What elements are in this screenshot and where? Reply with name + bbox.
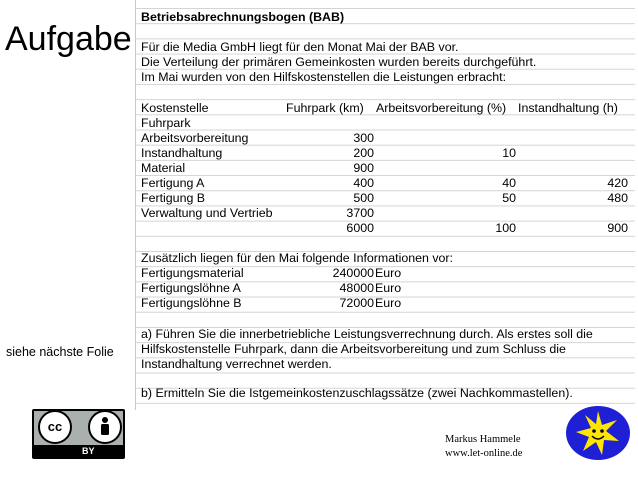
spreadsheet [135, 0, 635, 410]
sun-face-icon [565, 405, 631, 461]
row-label: Instandhaltung [141, 146, 223, 160]
av-value: 40 [502, 176, 516, 190]
row-label: Material [141, 161, 186, 175]
ih-value: 420 [607, 176, 628, 190]
cc-by-license-badge[interactable] [32, 409, 125, 459]
ih-total: 900 [607, 221, 628, 235]
fuhrpark-total: 6000 [346, 221, 374, 235]
table-header-kostenstelle: Kostenstelle [141, 101, 209, 115]
task-a-line: Instandhaltung verrechnet werden. [141, 357, 332, 371]
row-label: Verwaltung und Vertrieb [141, 206, 273, 220]
fuhrpark-value: 3700 [346, 206, 374, 220]
additional-label: Fertigungslöhne B [141, 296, 242, 310]
table-header-fuhrpark: Fuhrpark (km) [286, 101, 364, 115]
sheet-heading: Betriebsabrechnungsbogen (BAB) [141, 10, 345, 24]
intro-line: Für die Media GmbH liegt für den Monat Mai der BAB vor. [141, 40, 459, 54]
av-value: 10 [502, 146, 516, 160]
intro-line: Die Verteilung der primären Gemeinkosten wurden bereits durchgeführt. [141, 55, 537, 69]
additional-label: Fertigungsmaterial [141, 266, 244, 280]
row-label: Arbeitsvorbereitung [141, 131, 249, 145]
fuhrpark-value: 300 [353, 131, 374, 145]
row-label: Fertigung A [141, 176, 205, 190]
side-note: siehe nächste Folie [6, 345, 114, 359]
fuhrpark-value: 200 [353, 146, 374, 160]
by-label: BY [82, 446, 95, 456]
author-name: Markus Hammele [445, 434, 521, 445]
av-value: 50 [502, 191, 516, 205]
footer-author [445, 433, 522, 461]
additional-label: Fertigungslöhne A [141, 281, 241, 295]
task-b-line: b) Ermitteln Sie die Istgemeinkostenzuschlagssätze (zwei Nachkommastellen). [141, 386, 573, 400]
fuhrpark-value: 900 [353, 161, 374, 175]
additional-unit: Euro [375, 266, 402, 280]
table-header-arbeitsvorbereitung: Arbeitsvorbereitung (%) [376, 101, 507, 115]
av-total: 100 [495, 221, 516, 235]
additional-unit: Euro [375, 296, 402, 310]
intro-line: Im Mai wurden von den Hilfskostenstellen die Leistungen erbracht: [141, 70, 507, 84]
ih-value: 480 [607, 191, 628, 205]
additional-unit: Euro [375, 281, 402, 295]
author-website[interactable]: www.let-online.de [445, 448, 523, 459]
row-label: Fertigung B [141, 191, 206, 205]
task-a-line: Hilfskostenstelle Fuhrpark, dann die Arbeitsvorbereitung und zum Schluss die [141, 342, 566, 356]
additional-value: 48000 [339, 281, 374, 295]
table-header-instandhaltung: Instandhaltung (h) [518, 101, 618, 115]
fuhrpark-value: 400 [353, 176, 374, 190]
additional-intro: Zusätzlich liegen für den Mai folgende Informationen vor: [141, 251, 454, 265]
fuhrpark-value: 500 [353, 191, 374, 205]
cc-icon: cc [38, 410, 72, 444]
person-icon [88, 410, 122, 444]
task-a-line: a) Führen Sie die innerbetriebliche Leistungsverrechnung durch. Als erstes soll die [141, 327, 593, 341]
additional-value: 240000 [332, 266, 374, 280]
additional-value: 72000 [339, 296, 374, 310]
row-label: Fuhrpark [141, 116, 191, 130]
slide-title: Aufgabe [5, 20, 132, 58]
